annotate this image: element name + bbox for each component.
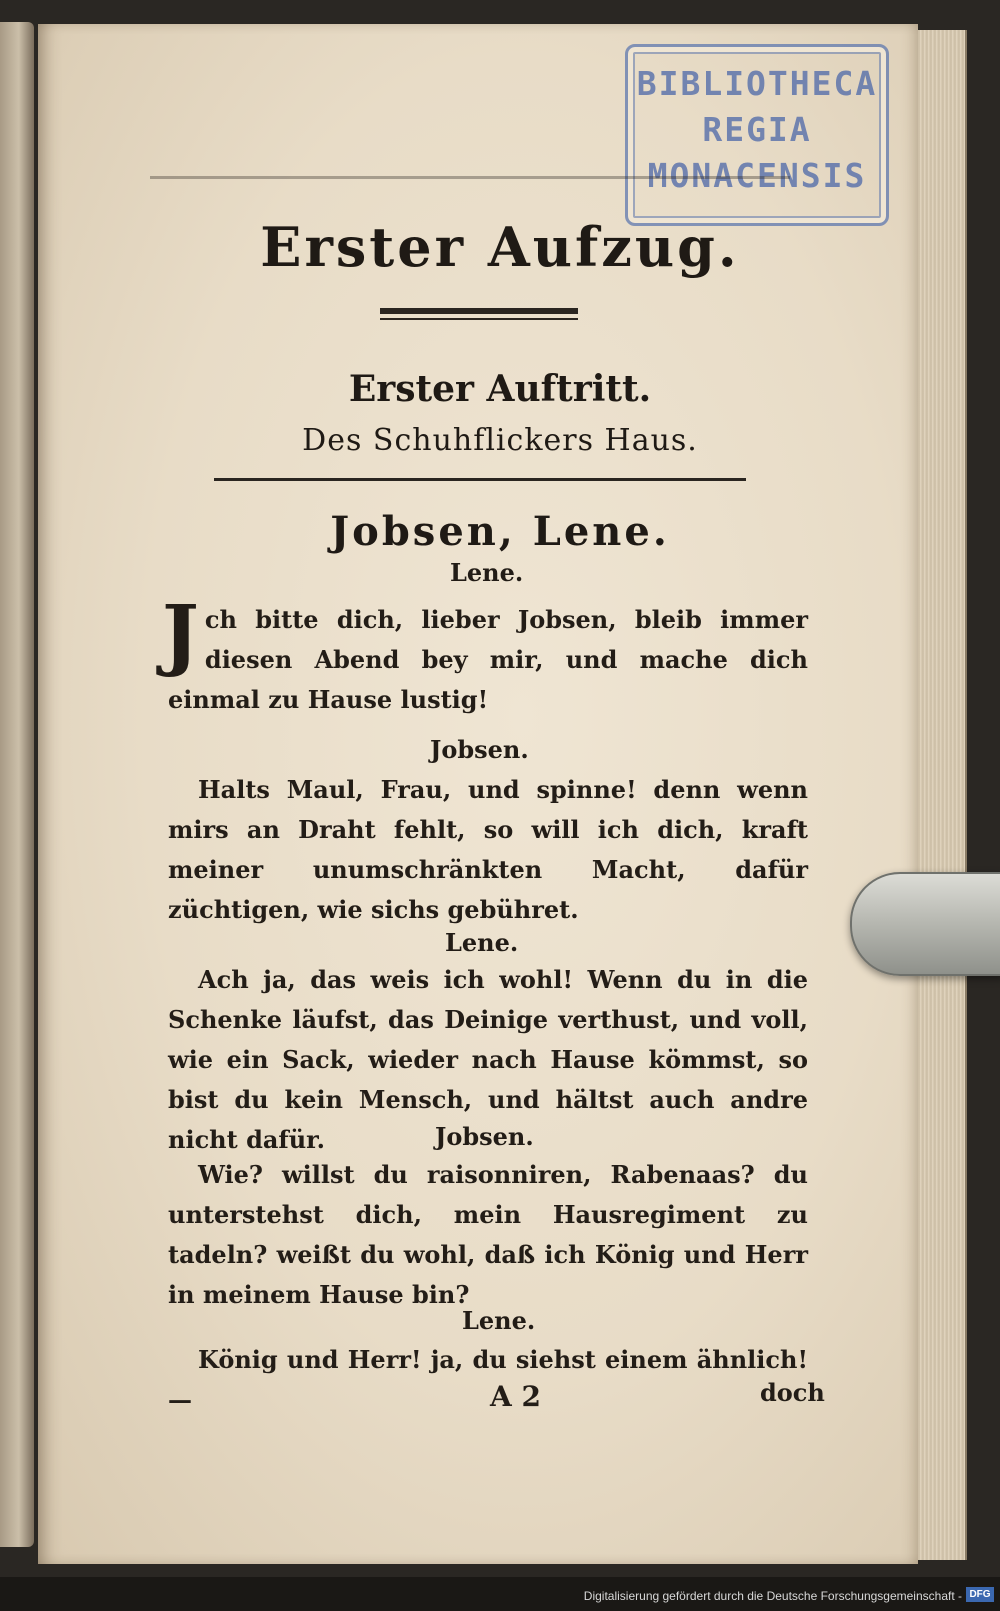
dfg-logo-icon: DFG bbox=[966, 1587, 994, 1602]
speaker-label: Lene. bbox=[450, 558, 524, 587]
library-stamp bbox=[625, 44, 889, 226]
page-clip bbox=[850, 872, 1000, 976]
scene-divider bbox=[214, 478, 746, 481]
signature-mark: A 2 bbox=[490, 1380, 541, 1413]
act-heading: Erster Aufzug. bbox=[260, 215, 740, 279]
stamp-line-1: BIBLIOTHECA bbox=[636, 64, 878, 103]
digitization-footer bbox=[0, 1577, 1000, 1611]
speaker-label: Jobsen. bbox=[430, 735, 529, 764]
dialogue-text: Wie? willst du raisonniren, Rabenaas? du unterstehst dich, mein Hausregiment zu tadeln? weißt du wohl, daß ich König und Herr in meinem Hause bin? bbox=[168, 1160, 808, 1309]
speaker-label: Lene. bbox=[462, 1306, 536, 1335]
dialogue-body: ch bitte dich, lieber Jobsen, bleib immer diesen Abend bey mir, und mache dich einmal zu Hause lustig! bbox=[168, 605, 808, 714]
footer-credit: Digitalisierung gefördert durch die Deutsche Forschungsgemeinschaft - bbox=[583, 1589, 962, 1603]
speaker-label: Lene. bbox=[445, 928, 519, 957]
stamp-line-3: MONACENSIS bbox=[647, 156, 867, 195]
stamp-line-2: REGIA bbox=[702, 110, 812, 149]
act-underline-thin bbox=[380, 318, 578, 320]
location-heading: Des Schuhflickers Haus. bbox=[302, 423, 698, 458]
dialogue-text: König und Herr! ja, du siehst einem ähnlich! — bbox=[168, 1345, 808, 1414]
dialogue-text: Halts Maul, Frau, und spinne! denn wenn mirs an Draht fehlt, so will ich dich, kraft meiner unumschränkten Macht, dafür züchtigen, wie sichs gebühret. bbox=[168, 775, 808, 924]
dialogue-text: Ach ja, das weis ich wohl! Wenn du in die Schenke läufst, das Deinige verthust, und voll, wie ein Sack, wieder nach Hause kömmst, so bist du kein Mensch, und hältst auch andre nicht dafür. bbox=[168, 965, 808, 1154]
speaker-label: Jobsen. bbox=[435, 1122, 534, 1151]
catchword: doch bbox=[760, 1378, 825, 1407]
dialogue-text bbox=[162, 589, 808, 720]
characters-heading: Jobsen, Lene. bbox=[330, 508, 670, 555]
act-underline bbox=[380, 308, 578, 314]
top-rule bbox=[150, 176, 790, 179]
drop-cap: J bbox=[162, 589, 199, 680]
scene-heading: Erster Auftritt. bbox=[348, 368, 652, 410]
